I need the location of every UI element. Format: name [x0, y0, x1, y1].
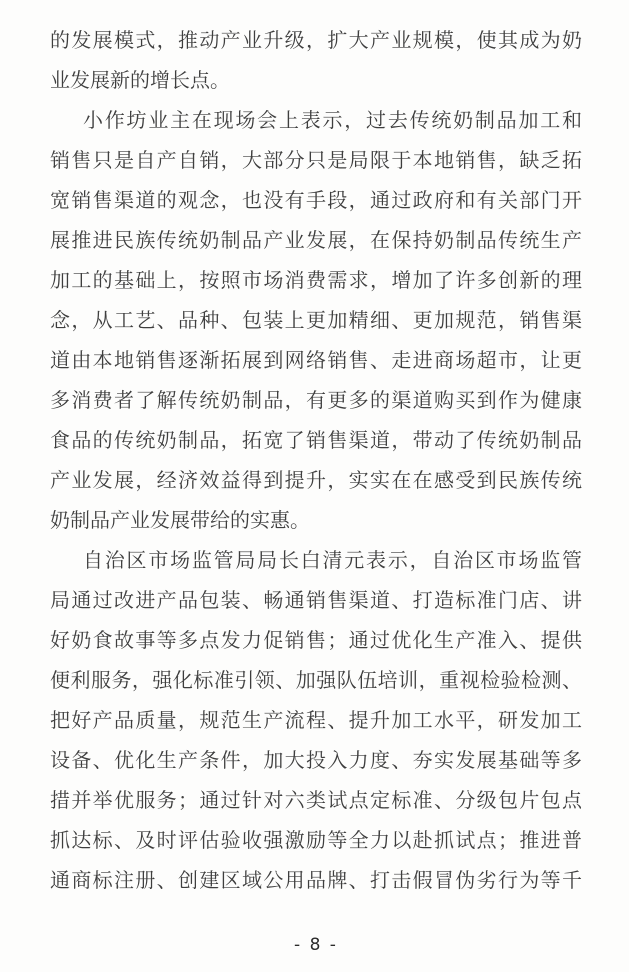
text-line: 念，从工艺、品种、包装上更加精细、更加规范，销售渠 [50, 310, 582, 332]
text-line: 抓达标、及时评估验收强激励等全力以赴抓试点；推进普 [50, 830, 582, 852]
document-body [50, 21, 582, 901]
text-line: 道由本地销售逐渐拓展到网络销售、走进商场超市，让更 [50, 350, 582, 372]
text-line: 销售只是自产自销，大部分只是局限于本地销售，缺乏拓 [50, 150, 582, 172]
text-line: 多消费者了解传统奶制品，有更多的渠道购买到作为健康 [50, 390, 582, 412]
text-line: 措并举优服务；通过针对六类试点定标准、分级包片包点 [50, 790, 582, 812]
text-line: 局通过改进产品包装、畅通销售渠道、打造标准门店、讲 [50, 590, 582, 612]
text-line: 宽销售渠道的观念，也没有手段，通过政府和有关部门开 [50, 190, 582, 212]
text-line: 产业发展，经济效益得到提升，实实在在感受到民族传统 [50, 470, 582, 492]
text-line: 通商标注册、创建区域公用品牌、打击假冒伪劣行为等千 [50, 870, 582, 892]
text-line: 设备、优化生产条件，加大投入力度、夯实发展基础等多 [50, 750, 582, 772]
text-line: 好奶食故事等多点发力促销售；通过优化生产准入、提供 [50, 630, 582, 652]
text-line: 的发展模式，推动产业升级，扩大产业规模，使其成为奶 [50, 30, 582, 52]
text-line: 便利服务，强化标准引领、加强队伍培训，重视检验检测、 [50, 670, 582, 692]
text-line: 把好产品质量，规范生产流程、提升加工水平，研发加工 [50, 710, 582, 732]
text-line: 食品的传统奶制品，拓宽了销售渠道，带动了传统奶制品 [50, 430, 582, 452]
text-line: 业发展新的增长点。 [50, 70, 230, 92]
text-line: 自治区市场监管局局长白清元表示，自治区市场监管 [83, 550, 582, 572]
text-line: 小作坊业主在现场会上表示，过去传统奶制品加工和 [83, 110, 582, 132]
text-line: 展推进民族传统奶制品产业发展，在保持奶制品传统生产 [50, 230, 582, 252]
text-line: 加工的基础上，按照市场消费需求，增加了许多创新的理 [50, 270, 582, 292]
page-number: - 8 - [294, 935, 338, 955]
text-line: 奶制品产业发展带给的实惠。 [50, 510, 310, 532]
